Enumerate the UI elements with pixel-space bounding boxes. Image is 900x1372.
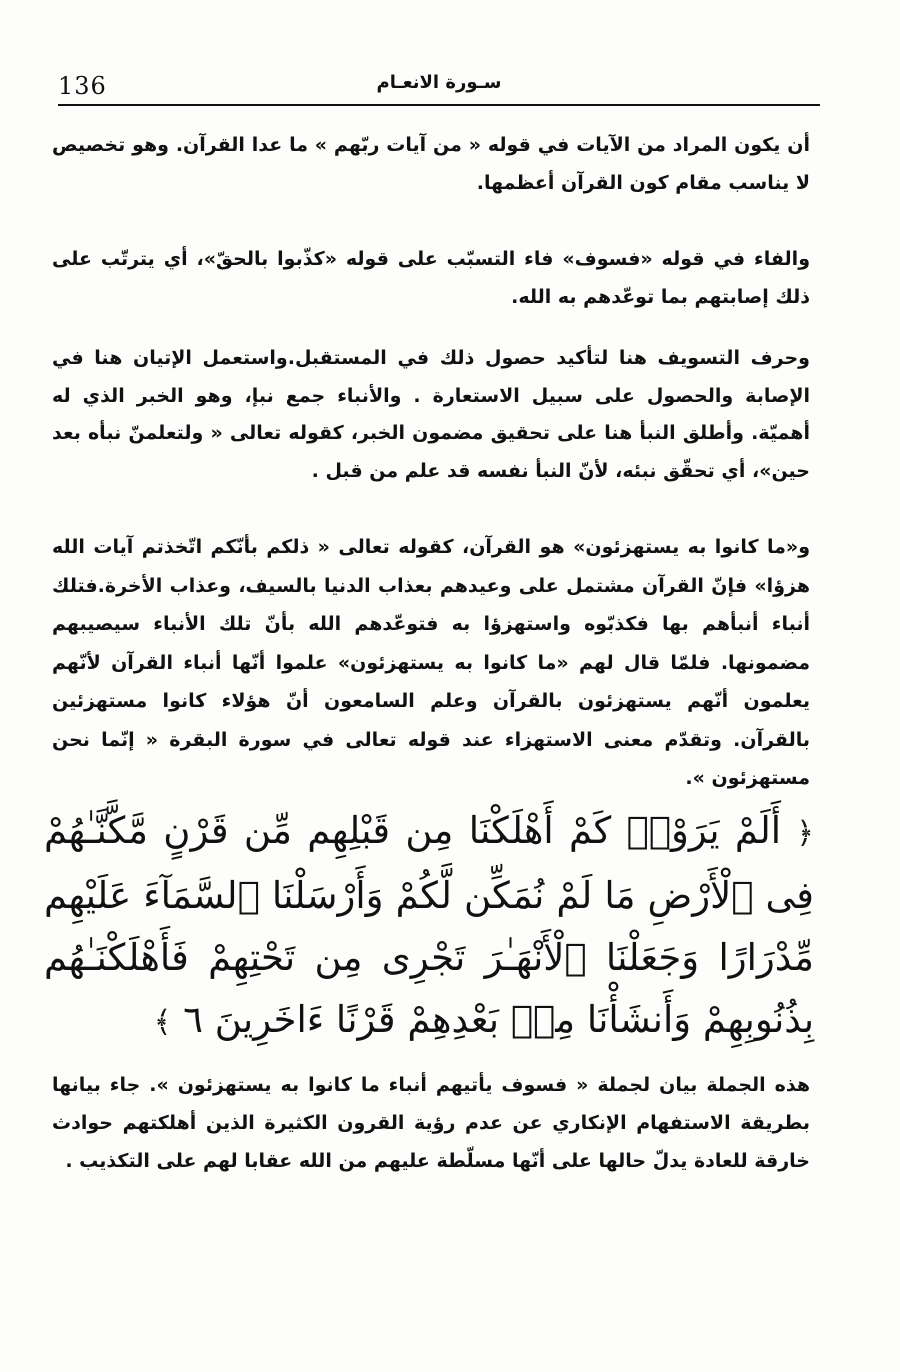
verse-text: أَلَمْ يَرَوْا۟ كَمْ أَهْلَكْنَا مِن قَبْلِهِم مِّن قَرْنٍ مَّكَّنَّـٰهُمْ فِى ٱلْأَرْضِ مَا لَمْ نُمَكِّن لَّكُمْ وَأَرْسَلْنَا ٱلسَّمَآءَ عَلَيْهِم مِّدْرَارًا وَجَعَلْنَا ٱلْأَنْهَـٰرَ تَجْرِى مِن تَحْتِهِمْ فَأَهْلَكْنَـٰهُم بِذُنُوبِهِمْ وَأَنشَأْنَا مِنۢ بَعْدِهِمْ قَرْنًا ءَاخَرِينَ ٦ xyxy=(44,809,814,1041)
page-number: 136 xyxy=(58,72,107,100)
paragraph-2: والفاء في قوله «فسوف» فاء التسبّب على قوله «كذّبوا بالحقّ»، أي يترتّب على ذلك إصابتهم بما توعّدهم به الله. xyxy=(52,248,810,308)
header-divider xyxy=(58,104,820,106)
paragraph-4: و«ما كانوا به يستهزئون» هو القرآن، كقوله تعالى « ذلكم بأنّكم اتّخذتم آيات الله هزؤا» فإنّ القرآن مشتمل على وعيدهم بعذاب الدنيا بالسيف، وعذاب الأخرة.فتلك أنباء أنبأهم بها فكذبّوه واستهزؤا به فتوعّدهم الله بأنّ تلك الأنباء سيصيبهم مضمونها. فلمّا قال لهم «ما كانوا به يستهزئون» علموا أنّها أنباء القرآن لأنّهم يعلمون أنّهم يستهزئون بالقرآن وعلم السامعون أنّ هؤلاء كانوا مستهزئين بالقرآن. وتقدّم معنى الاستهزاء عند قوله تعالى في سورة البقرة « إنّما نحن مستهزئون ». xyxy=(52,536,810,789)
paragraph-5: هذه الجملة بيان لجملة « فسوف يأتيهم أنباء ما كانوا به يستهزئون ». جاء بيانها بطريقة الاستفهام الإنكاري عن عدم رؤية القرون الكثيرة الذين أهلكتهم حوادث خارقة للعادة يدلّ حالها على أنّها مسلّطة عليهم من الله عقابا لهم على التكذيب . xyxy=(52,1074,810,1172)
quran-verse xyxy=(44,800,814,1054)
paragraph-1: أن يكون المراد من الآيات في قوله « من آيات ربّهم » ما عدا القرآن. وهو تخصيص لا يناسب مقام كون القرآن أعظمها. xyxy=(52,134,810,194)
page-header xyxy=(58,70,820,104)
verse-open-ornament: ﴿ xyxy=(796,816,814,851)
surah-title: سـورة الانعـام xyxy=(376,72,502,93)
verse-close-ornament: ﴾ xyxy=(153,1005,172,1040)
paragraph-3: وحرف التسويف هنا لتأكيد حصول ذلك في المستقبل.واستعمل الإتيان هنا في الإصابة والحصول على سبيل الاستعارة . والأنباء جمع نبإ، وهو الخبر الذي له أهميّة. وأطلق النبأ هنا على تحقيق مضمون الخبر، كقوله تعالى « ولتعلمنّ نبأه بعد حين»، أي تحقّق نبئه، لأنّ النبأ نفسه قد علم من قبل . xyxy=(52,347,810,482)
